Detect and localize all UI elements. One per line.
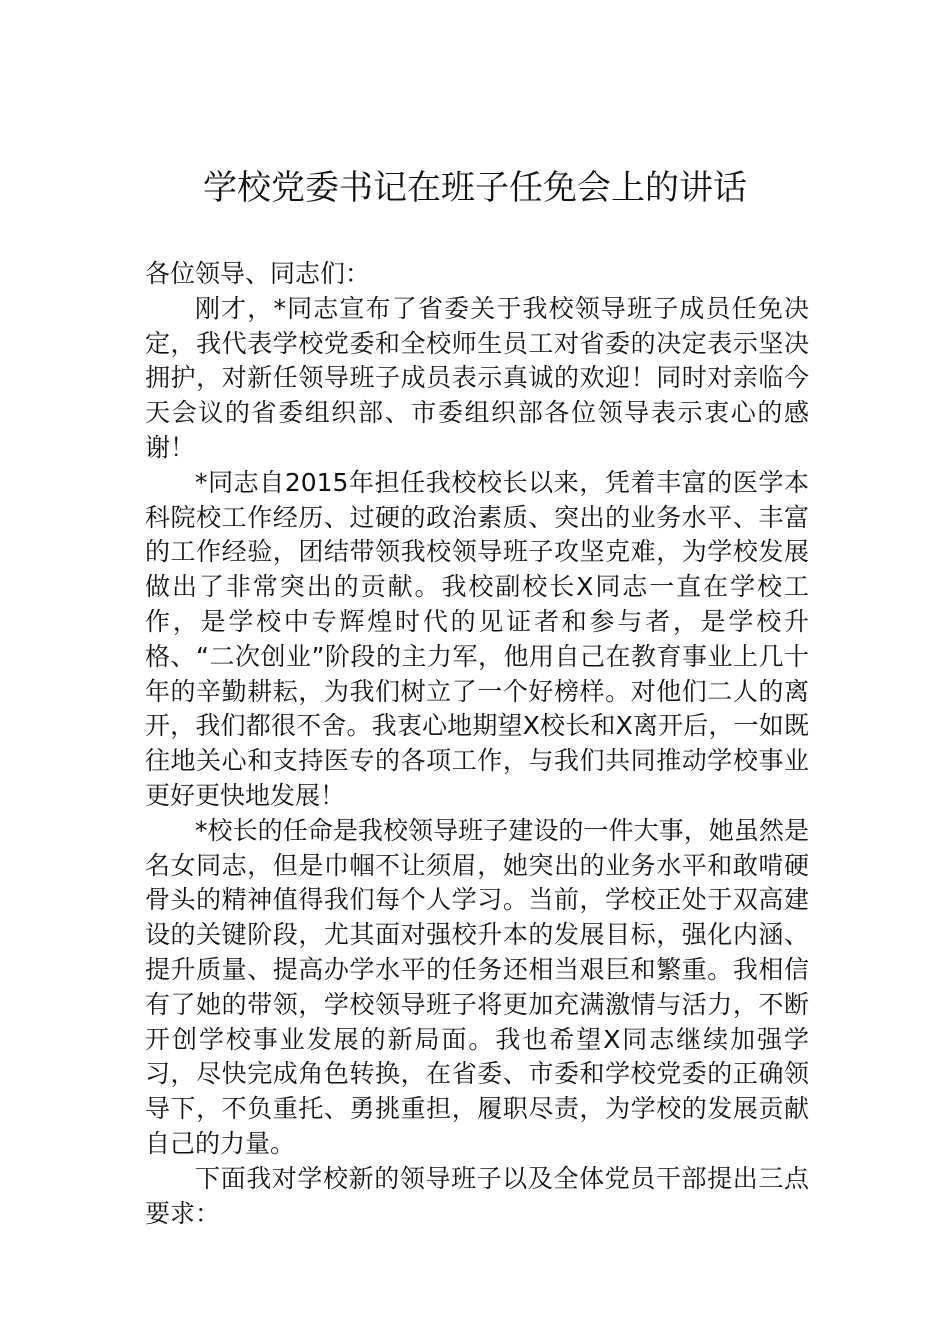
- paragraph-4: 下面我对学校新的领导班子以及全体党员干部提出三点要求：: [145, 1163, 809, 1228]
- paragraph-3: *校长的任命是我校领导班子建设的一件大事，她虽然是名女同志，但是巾帼不让须眉，她突出的业务水平和敢啃硬骨头的精神值得我们每个人学习。当前，学校正处于双高建设的关键阶段，尤其面对强校升本的发展目标，强化内涵、提升质量、提高办学水平的任务还相当艰巨和繁重。我相信有了她的带领，学校领导班子将更加充满激情与活力，不断开创学校事业发展的新局面。我也希望X同志继续加强学习，尽快完成角色转换，在省委、市委和学校党委的正确领导下，不负重托、勇挑重担，履职尽责，为学校的发展贡献自己的力量。: [145, 815, 809, 1158]
- paragraph-1: 刚才，*同志宣布了省委关于我校领导班子成员任免决定，我代表学校党委和全校师生员工对省委的决定表示坚决拥护，对新任领导班子成员表示真诚的欢迎！同时对亲临今天会议的省委组织部、市委组织部各位领导表示衷心的感谢！: [145, 293, 809, 462]
- document-title: 学校党委书记在班子任免会上的讲话: [203, 168, 747, 208]
- paragraph-2: *同志自2015年担任我校校长以来，凭着丰富的医学本科院校工作经历、过硬的政治素质、突出的业务水平、丰富的工作经验，团结带领我校领导班子攻坚克难，为学校发展做出了非常突出的贡献。我校副校长X同志一直在学校工作，是学校中专辉煌时代的见证者和参与者，是学校升格、“二次创业”阶段的主力军，他用自己在教育事业上几十年的辛勤耕耘，为我们树立了一个好榜样。对他们二人的离开，我们都很不舍。我衷心地期望X校长和X离开后，一如既往地关心和支持医专的各项工作，与我们共同推动学校事业更好更快地发展！: [145, 467, 809, 810]
- salutation: 各位领导、同志们：: [145, 259, 371, 288]
- document-body: [145, 257, 809, 1231]
